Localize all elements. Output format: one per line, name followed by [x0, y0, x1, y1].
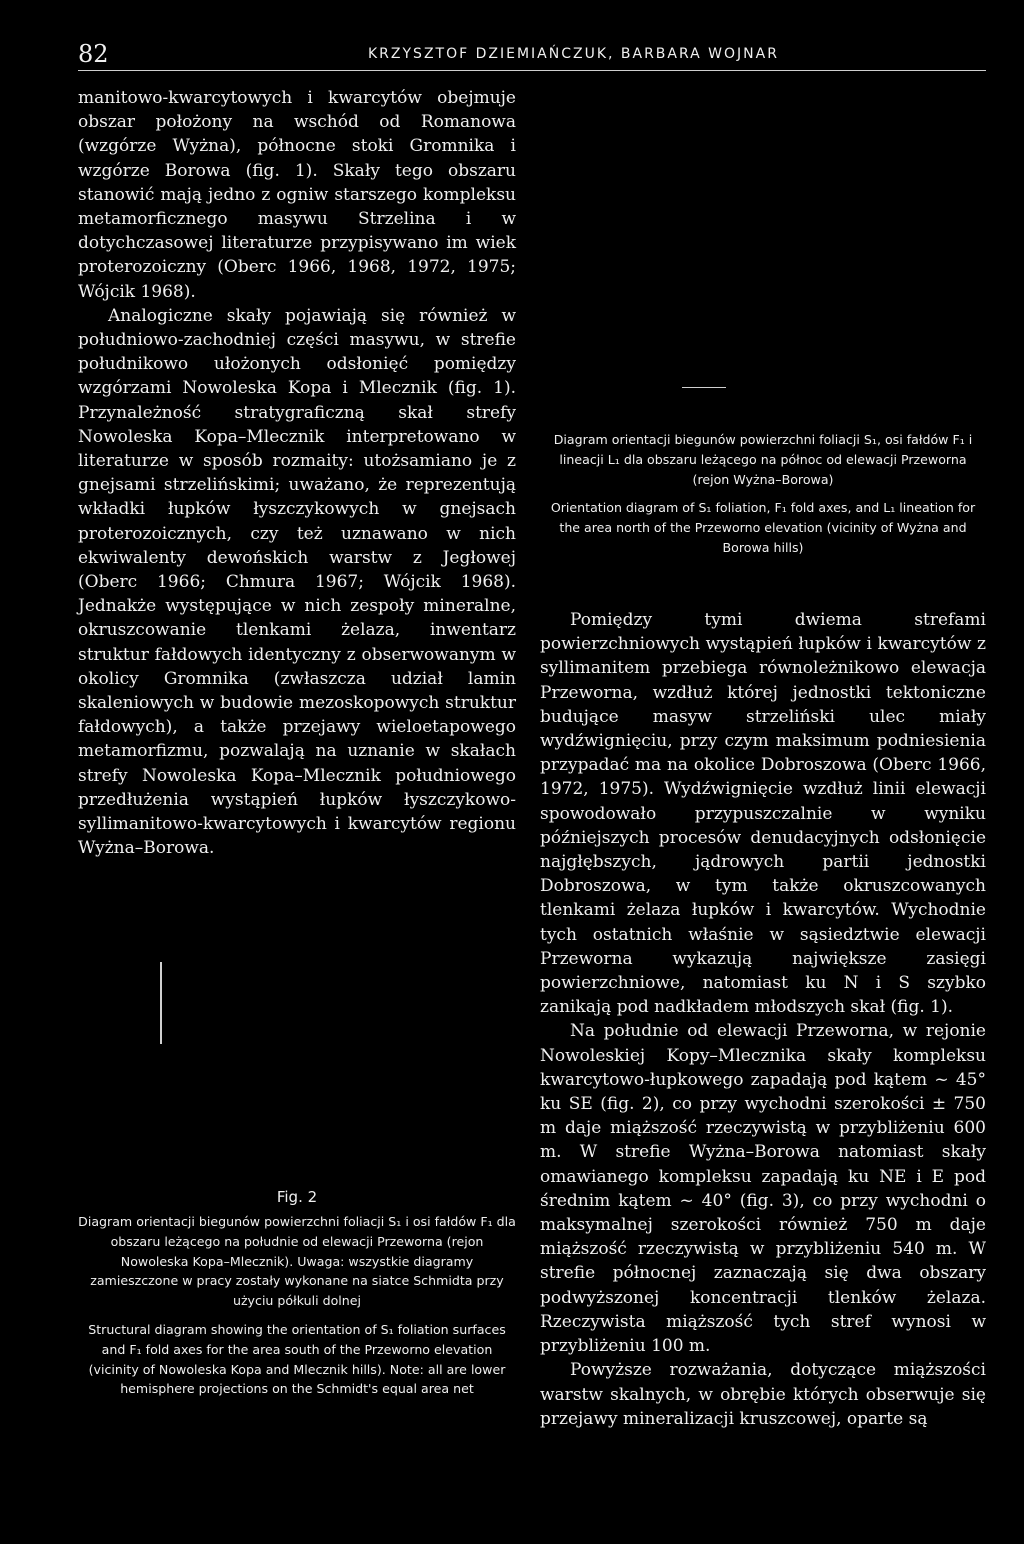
caption-polish: Diagram orientacji biegunów powierzchni foliacji S₁ i osi fałdów F₁ dla obszaru leżącego na południe od elewacji Przeworna (rejon Nowoleska Kopa–Mlecznik). Uwaga: wszystkie diagramy zamieszczone w pracy zostały wykonane na siatce Schmidta przy użyciu półkuli dolnej	[78, 1214, 516, 1309]
caption-polish: Diagram orientacji biegunów powierzchni foliacji S₁, osi fałdów F₁ i lineacji L₁ dla obszaru leżącego na północ od elewacji Przeworna (rejon Wyżna–Borowa)	[553, 432, 973, 487]
figure-2-caption	[78, 1212, 516, 1399]
paragraph: Powyższe rozważania, dotyczące miąższości warstw skalnych, w obrębie których obserwuje się przejawy mineralizacji kruszcowej, oparte są	[540, 1360, 986, 1429]
page-number: 82	[78, 40, 109, 68]
paragraph: manitowo-kwarcytowych i kwarcytów obejmuje obszar położony na wschód od Romanowa (wzgórze Wyżna), północne stoki Gromnika i wzgórze Borowa (fig. 1). Skały tego obszaru stanowić mają jedno z ogniw starszego kompleksu metamorficznego masywu Strzelina i w dotychczasowej literaturze przypisywano im wiek proterozoiczny (Oberc 1966, 1968, 1972, 1975; Wójcik 1968).	[78, 88, 516, 302]
caption-english: Orientation diagram of S₁ foliation, F₁ fold axes, and L₁ lineation for the area north of the Przeworno elevation (vicinity of Wyżna and Borowa hills)	[550, 500, 976, 555]
paragraph: Pomiędzy tymi dwiema strefami powierzchniowych wystąpień łupków i kwarcytów z syllimanitem przebiega równoleżnikowo elewacja Przeworna, wzdłuż której jednostki tektoniczne budujące masyw strzeliński ulec miały wydźwignięciu, przy czym maksimum podniesienia przypadać ma na okolice Dobroszowa (Oberc 1966, 1972, 1975). Wydźwignięcie wzdłuż linii elewacji spowodowało przypuszczalnie w wyniku późniejszych procesów denudacyjnych odsłonięcie najgłębszych, jądrowych partii jednostki Dobroszowa, w tym także okruszcowanych tlenkami żelaza łupków i kwarcytów. Wychodnie tych ostatnich właśnie w sąsiedztwie elewacji Przeworna wykazują największe zasięgi powierzchniowe, natomiast ku N i S szybko zanikają pod nadkładem młodszych skał (fig. 1).	[540, 610, 986, 1018]
caption-english: Structural diagram showing the orientation of S₁ foliation surfaces and F₁ fold axes for the area south of the Przeworno elevation (vicinity of Nowoleska Kopa and Mlecznik hills). Note: all are lower hemisphere projections on the Schmidt's equal area net	[88, 1321, 506, 1397]
figure-2-label: Fig. 2	[276, 1188, 318, 1206]
paragraph: Na południe od elewacji Przeworna, w rejonie Nowoleskiej Kopy–Mlecznika skały kompleksu kwarcytowo-łupkowego zapadają pod kątem ~ 45° ku SE (fig. 2), co przy wychodni szerokości ± 750 m daje miąższość rzeczywistą w przybliżeniu 600 m. W strefie Wyżna–Borowa natomiast skały omawianego kompleksu zapadają ku NE i E pod średnim kątem ~ 40° (fig. 3), co przy wychodni o maksymalnej szerokości również 750 m daje miąższość rzeczywistą w przybliżeniu 540 m. W strefie północnej zaznaczają się dwa obszary podwyższonej koncentracji tlenków żelaza. Rzeczywista miąższość tych stref wynosi w przybliżeniu 100 m.	[540, 1021, 986, 1357]
paragraph: Analogiczne skały pojawiają się również w południowo-zachodniej części masywu, w strefie południkowo ułożonych odsłonięć pomiędzy wzgórzami Nowoleska Kopa i Mlecznik (fig. 1). Przynależność stratygraficzną skał strefy Nowoleska Kopa–Mlecznik interpretowano w literaturze w sposób rozmaity: utożsamiano je z gnejsami strzelińskimi; uważano, że reprezentują wkładki łupków łyszczykowych w gnejsach proterozoicznych, czy też uznawano w nich ekwiwalenty dewońskich warstw z Jegłowej (Oberc 1966; Chmura 1967; Wójcik 1968). Jednakże występujące w nich zespoły mineralne, okruszcowanie tlenkami żelaza, inwentarz struktur fałdowych identyczny z obserwowanym w okolicy Gromnika (zwłaszcza udział lamin skaleniowych w budowie mezoskopowych struktur fałdowych), a także przejawy wieloetapowego metamorfizmu, pozwalają na uznanie w skałach strefy Nowoleska Kopa–Mlecznik południowego przedłużenia wystąpień łupków łyszczykowo-syllimanitowo-kwarcytowych i kwarcytów regionu Wyżna–Borowa.	[78, 305, 516, 859]
left-column	[78, 86, 516, 861]
running-head: KRZYSZTOF DZIEMIAŃCZUK, BARBARA WOJNAR	[368, 46, 779, 62]
header-rule	[78, 70, 986, 71]
figure-2-mark	[160, 962, 162, 1044]
figure-3-caption	[540, 430, 986, 558]
right-column	[540, 608, 986, 1431]
figure-3-mark	[682, 387, 726, 388]
page-header	[78, 38, 990, 68]
